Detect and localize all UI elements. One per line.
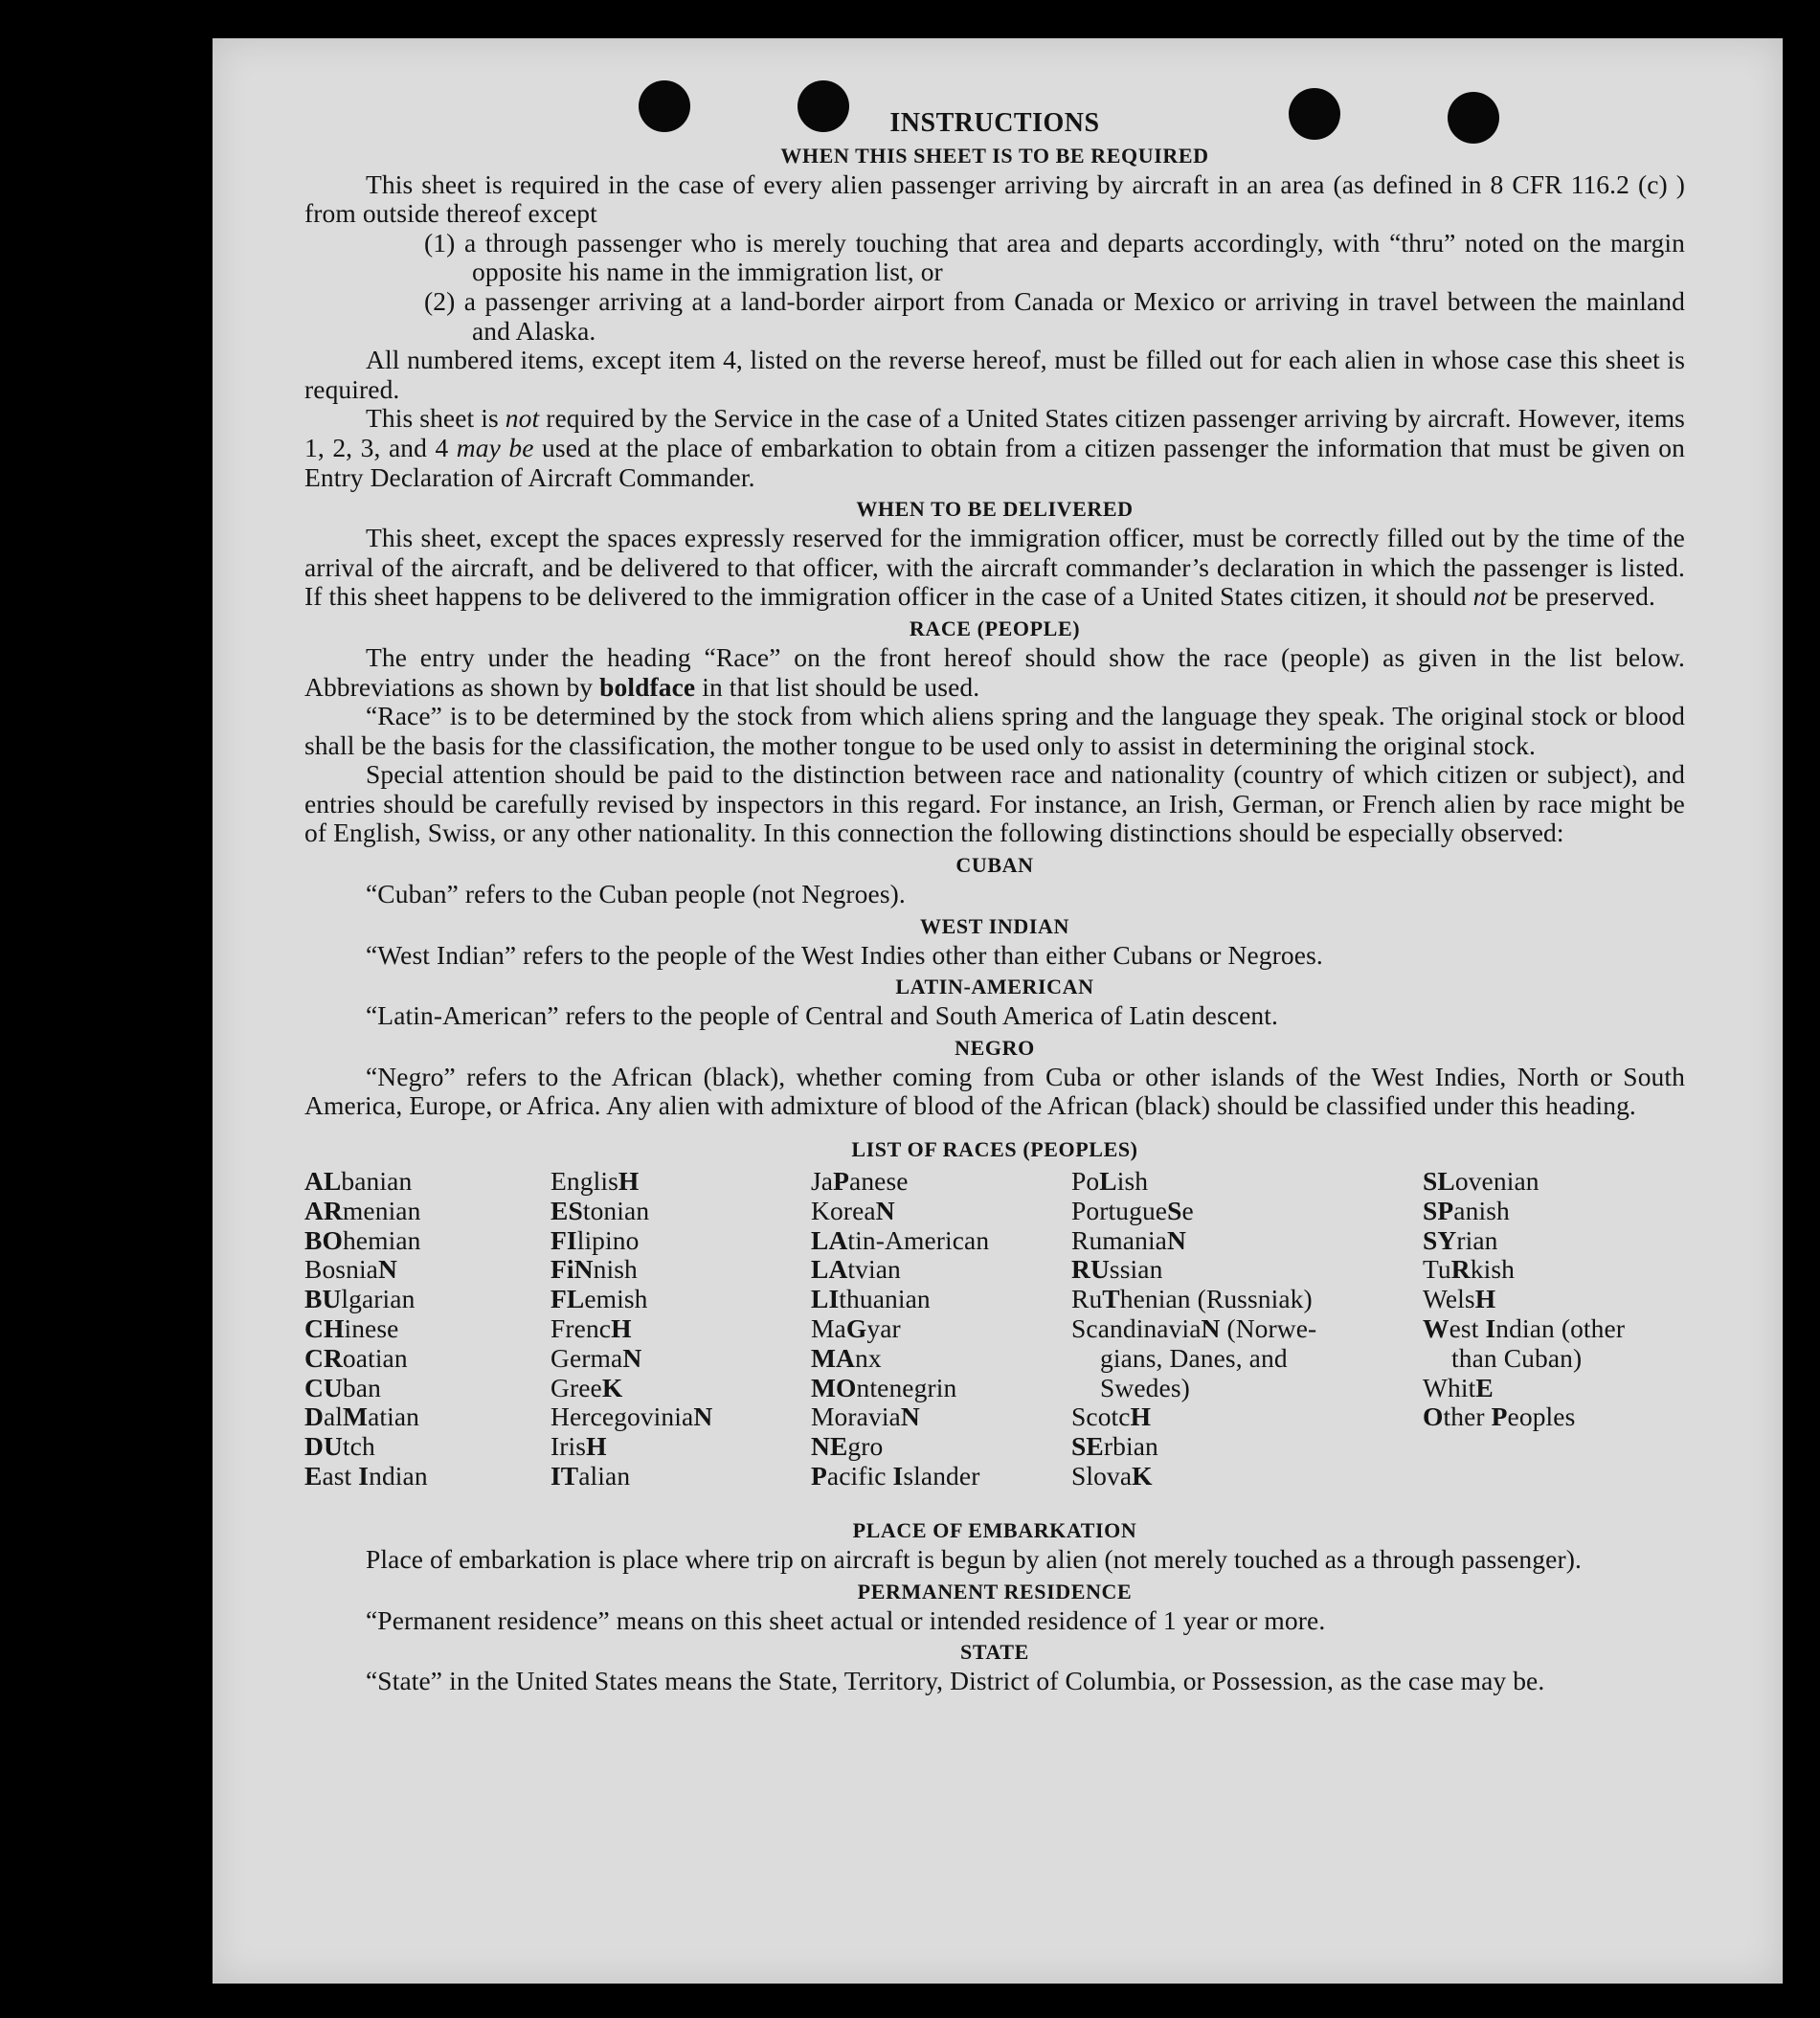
- race-text: lgarian: [341, 1284, 416, 1314]
- race-entry: [1071, 1402, 1316, 1432]
- race-text: atian: [368, 1401, 420, 1432]
- paragraph: [304, 524, 1685, 612]
- race-entry: [1423, 1255, 1625, 1285]
- race-abbrev: IT: [550, 1461, 579, 1491]
- race-entry: [811, 1255, 989, 1285]
- race-entry: [811, 1314, 989, 1344]
- race-text: thuanian: [839, 1284, 931, 1314]
- race-entry: [1071, 1167, 1316, 1197]
- race-abbrev: AR: [304, 1195, 343, 1225]
- race-text: eoples: [1507, 1401, 1576, 1432]
- text-run: This sheet is: [366, 403, 506, 434]
- race-abbrev: P: [1491, 1401, 1508, 1432]
- race-entry: [304, 1374, 428, 1403]
- race-text: Rumania: [1071, 1224, 1167, 1255]
- race-text: slander: [903, 1461, 980, 1491]
- paragraph: “Negro” refers to the African (black), whether coming from Cuba or other islands of the West Indies, North or South America, Europe, or Africa. Any alien with admixture of blood of the African (black) should be classified under this heading.: [304, 1061, 1685, 1121]
- race-text: Englis: [550, 1166, 618, 1197]
- race-abbrev: BO: [304, 1224, 343, 1255]
- section-heading: WEST INDIAN: [920, 913, 1069, 938]
- race-text: Moravia: [811, 1401, 901, 1432]
- race-text: e: [1181, 1195, 1194, 1225]
- paragraph: All numbered items, except item 4, listed on the reverse hereof, must be filled out for each alien in whose case this sheet is required.: [304, 345, 1685, 404]
- race-abbrev: LI: [811, 1284, 840, 1314]
- race-column: [811, 1167, 989, 1491]
- race-text: tch: [342, 1431, 375, 1462]
- race-text: kish: [1470, 1254, 1516, 1285]
- race-text: Slova: [1071, 1461, 1133, 1491]
- race-abbrev: H: [618, 1166, 640, 1197]
- race-text: Scandinavia: [1071, 1313, 1202, 1344]
- race-text: menian: [342, 1195, 421, 1225]
- race-entry: [550, 1344, 712, 1374]
- race-text: Bosnia: [304, 1254, 378, 1285]
- race-entry: [1071, 1285, 1316, 1314]
- paragraph: “Latin-American” refers to the people of Central and South America of Latin descent.: [366, 1000, 1278, 1031]
- race-entry: [1423, 1285, 1625, 1314]
- document-sheet: [213, 38, 1783, 1984]
- paragraph: [304, 643, 1685, 702]
- race-column: [1071, 1167, 1316, 1491]
- race-entry: [550, 1167, 712, 1197]
- race-entry: [1423, 1344, 1625, 1374]
- race-text: banian: [341, 1166, 413, 1197]
- race-abbrev: N: [875, 1195, 895, 1225]
- race-text: Po: [1071, 1166, 1100, 1197]
- race-entry: [304, 1432, 428, 1462]
- race-abbrev: H: [1474, 1284, 1496, 1314]
- paragraph: “Cuban” refers to the Cuban people (not Negroes).: [366, 879, 906, 909]
- race-entry: [1423, 1374, 1625, 1403]
- document-title: INSTRUCTIONS: [889, 108, 1100, 138]
- exception-item: (1) a through passenger who is merely touching that area and departs accordingly, with “thru” noted on the margin opposite his name in the immigration list, or: [424, 227, 1685, 287]
- section-heading: WHEN THIS SHEET IS TO BE REQUIRED: [780, 143, 1209, 168]
- race-entry: [1071, 1432, 1316, 1462]
- race-entry: [1071, 1462, 1316, 1491]
- race-entry: [1423, 1314, 1625, 1344]
- race-entry: [1071, 1255, 1316, 1285]
- race-abbrev: MA: [811, 1342, 856, 1373]
- race-text: Ja: [811, 1166, 834, 1197]
- race-abbrev: I: [892, 1461, 904, 1491]
- race-list: [304, 1167, 1685, 1514]
- race-text: Germa: [550, 1342, 623, 1373]
- race-text: ish: [1116, 1166, 1149, 1197]
- race-abbrev: S: [1167, 1195, 1182, 1225]
- race-abbrev: ES: [550, 1195, 583, 1225]
- race-entry: [550, 1197, 712, 1226]
- race-abbrev: I: [1485, 1313, 1496, 1344]
- race-abbrev: P: [833, 1166, 850, 1197]
- race-text: inese: [344, 1313, 399, 1344]
- race-text: nish: [593, 1254, 638, 1285]
- race-abbrev: T: [1102, 1284, 1120, 1314]
- race-entry: [1071, 1197, 1316, 1226]
- race-text: Iris: [550, 1431, 587, 1462]
- race-text: acific: [826, 1461, 893, 1491]
- section-heading: STATE: [960, 1640, 1029, 1665]
- paragraph: “West Indian” refers to the people of the West Indies other than either Cubans or Negroes.: [366, 939, 1323, 970]
- race-text: ovenian: [1454, 1166, 1539, 1197]
- section-heading: CUBAN: [955, 853, 1034, 878]
- race-text: Gree: [550, 1372, 602, 1402]
- race-abbrev: N: [622, 1342, 642, 1373]
- paragraph: Place of embarkation is place where trip on aircraft is begun by alien (not merely touched as a through passenger).: [366, 1544, 1582, 1575]
- race-entry: [811, 1344, 989, 1374]
- race-entry: [550, 1462, 712, 1491]
- section-heading: LATIN-AMERICAN: [895, 975, 1094, 999]
- race-entry: [304, 1285, 428, 1314]
- instructions-content: [304, 105, 1685, 1696]
- race-abbrev: K: [1132, 1461, 1153, 1491]
- race-entry: [811, 1462, 989, 1491]
- race-entry: [304, 1255, 428, 1285]
- race-abbrev: LA: [811, 1224, 848, 1255]
- race-abbrev: FL: [550, 1284, 585, 1314]
- race-abbrev: H: [611, 1313, 632, 1344]
- race-entry: [1423, 1402, 1625, 1432]
- race-text: rbian: [1103, 1431, 1158, 1462]
- text-run: in that list should be used.: [695, 671, 980, 702]
- paragraph: Special attention should be paid to the distinction between race and nationality (country of which citizen or subject), and entries should be carefully revised by inspectors in this regard. For instance, an Irish, German, or French alien by race might be of English, Swiss, or any other nationality. In this connection the following distinctions should be especially observed:: [304, 759, 1685, 848]
- race-text: than Cuban): [1451, 1342, 1583, 1373]
- race-text: tonian: [582, 1195, 650, 1225]
- race-text: (Norwe-: [1220, 1313, 1317, 1344]
- race-abbrev: BU: [304, 1284, 342, 1314]
- italic-text: not: [1472, 581, 1508, 612]
- race-text: al: [323, 1401, 344, 1432]
- race-text: Ma: [811, 1313, 846, 1344]
- race-entry: [304, 1167, 428, 1197]
- race-abbrev: FiN: [550, 1254, 594, 1285]
- race-entry: [550, 1285, 712, 1314]
- race-abbrev: E: [1475, 1372, 1494, 1402]
- race-abbrev: AL: [304, 1166, 342, 1197]
- race-entry: [550, 1255, 712, 1285]
- race-abbrev: CU: [304, 1372, 343, 1402]
- race-abbrev: R: [1450, 1254, 1471, 1285]
- race-abbrev: L: [1099, 1166, 1117, 1197]
- race-text: lipino: [576, 1224, 640, 1255]
- race-text: tin-American: [847, 1224, 990, 1255]
- race-abbrev: CH: [304, 1313, 345, 1344]
- race-text: Hercegovinia: [550, 1401, 694, 1432]
- race-column: [1423, 1167, 1625, 1432]
- race-abbrev: SY: [1423, 1224, 1457, 1255]
- race-text: Whit: [1423, 1372, 1476, 1402]
- race-text: alian: [578, 1461, 631, 1491]
- race-entry: [550, 1432, 712, 1462]
- race-entry: [811, 1285, 989, 1314]
- race-text: tvian: [847, 1254, 901, 1285]
- race-text: rian: [1456, 1224, 1498, 1255]
- race-entry: [304, 1402, 428, 1432]
- text-run: The entry under the heading “Race” on the front hereof should show the race (people) as given in the list below. Abbreviations as shown by: [304, 641, 1685, 702]
- italic-text: may be: [456, 432, 534, 462]
- exception-item: (2) a passenger arriving at a land-border airport from Canada or Mexico or arriving in travel between the mainland and Alaska.: [424, 285, 1685, 346]
- section-heading: PLACE OF EMBARKATION: [852, 1518, 1137, 1543]
- race-abbrev: LA: [811, 1254, 848, 1285]
- race-text: ntenegrin: [856, 1372, 957, 1402]
- race-text: anese: [849, 1166, 909, 1197]
- race-text: Ru: [1071, 1284, 1103, 1314]
- race-abbrev: RU: [1071, 1254, 1110, 1285]
- race-abbrev: CR: [304, 1342, 343, 1373]
- race-text: Portugue: [1071, 1195, 1168, 1225]
- race-abbrev: N: [1201, 1313, 1221, 1344]
- text-run: be preserved.: [1507, 581, 1655, 612]
- paragraph: This sheet is required in the case of every alien passenger arriving by aircraft in an area (as defined in 8 CFR 116.2 (c) ) from outside thereof except: [304, 168, 1685, 229]
- race-abbrev: H: [1130, 1401, 1152, 1432]
- race-text: gro: [847, 1431, 884, 1462]
- paragraph: “State” in the United States means the State, Territory, District of Columbia, or Possession, as the case may be.: [366, 1666, 1545, 1696]
- italic-text: not: [505, 403, 540, 434]
- race-text: Swedes): [1100, 1372, 1190, 1402]
- text-run: required by the Service in the case of a United States citizen passenger arriving by aircraft. However, items 1, 2, 3, and 4: [304, 403, 1685, 462]
- race-text: Scotc: [1071, 1401, 1131, 1432]
- race-abbrev: DU: [304, 1431, 343, 1462]
- race-abbrev: G: [845, 1313, 867, 1344]
- race-abbrev: SP: [1423, 1195, 1454, 1225]
- race-abbrev: N: [693, 1401, 713, 1432]
- section-heading: RACE (PEOPLE): [909, 616, 1081, 640]
- race-abbrev: P: [811, 1461, 827, 1491]
- race-entry: [811, 1197, 989, 1226]
- race-text: ndian (other: [1495, 1313, 1626, 1344]
- race-entry: [811, 1402, 989, 1432]
- text-run: This sheet, except the spaces expressly reserved for the immigration officer, must be correctly filled out by the time of the arrival of the aircraft, and be delivered to that officer, with the aircraft commander’s declaration in which the passenger is listed. If this sheet happens to be delivered to the immigration officer in the case of a United States citizen, it should: [304, 523, 1685, 612]
- race-text: hemian: [342, 1224, 421, 1255]
- text-run: used at the place of embarkation to obtain from a citizen passenger the information that must be given on Entry Declaration of Aircraft Commander.: [304, 432, 1685, 492]
- race-entry: [1071, 1314, 1316, 1344]
- race-text: ban: [342, 1372, 381, 1402]
- race-abbrev: MO: [811, 1372, 857, 1402]
- race-abbrev: NE: [811, 1431, 848, 1462]
- race-text: Wels: [1423, 1284, 1475, 1314]
- race-text: ssian: [1109, 1254, 1163, 1285]
- race-abbrev: K: [601, 1372, 623, 1402]
- race-column: [550, 1167, 712, 1491]
- section-heading: NEGRO: [955, 1035, 1035, 1060]
- race-text: nx: [855, 1342, 882, 1373]
- race-abbrev: SL: [1423, 1166, 1455, 1197]
- race-entry: [304, 1314, 428, 1344]
- race-entry: [1423, 1226, 1625, 1256]
- paragraph: “Permanent residence” means on this sheet actual or intended residence of 1 year or more.: [366, 1604, 1326, 1635]
- section-heading: LIST OF RACES (PEOPLES): [851, 1137, 1138, 1162]
- race-abbrev: W: [1423, 1313, 1449, 1344]
- race-entry: [304, 1226, 428, 1256]
- race-entry: [811, 1226, 989, 1256]
- race-text: ndian: [369, 1461, 428, 1491]
- race-entry: [1071, 1226, 1316, 1256]
- race-abbrev: SE: [1071, 1431, 1104, 1462]
- race-abbrev: H: [586, 1431, 607, 1462]
- race-text: Frenc: [550, 1313, 612, 1344]
- race-entry: [1423, 1197, 1625, 1226]
- race-entry: [550, 1374, 712, 1403]
- race-text: emish: [584, 1284, 648, 1314]
- race-abbrev: O: [1423, 1401, 1444, 1432]
- race-text: ther: [1443, 1401, 1492, 1432]
- race-abbrev: I: [358, 1461, 370, 1491]
- race-text: anish: [1453, 1195, 1510, 1225]
- race-text: est: [1449, 1313, 1486, 1344]
- race-entry: [811, 1432, 989, 1462]
- race-entry: [811, 1374, 989, 1403]
- race-abbrev: N: [900, 1401, 920, 1432]
- race-column: [304, 1167, 428, 1491]
- race-entry: [550, 1226, 712, 1256]
- race-abbrev: N: [378, 1254, 397, 1285]
- race-text: oatian: [342, 1342, 408, 1373]
- race-abbrev: M: [343, 1401, 369, 1432]
- race-text: yar: [866, 1313, 901, 1344]
- paragraph: [304, 404, 1685, 492]
- race-abbrev: N: [1167, 1224, 1186, 1255]
- race-entry: [550, 1402, 712, 1432]
- race-abbrev: FI: [550, 1224, 577, 1255]
- race-text: ast: [322, 1461, 359, 1491]
- race-abbrev: D: [304, 1401, 324, 1432]
- race-entry: [1071, 1344, 1316, 1374]
- race-entry: [304, 1462, 428, 1491]
- race-entry: [1071, 1374, 1316, 1403]
- race-entry: [550, 1314, 712, 1344]
- race-text: Tu: [1423, 1254, 1451, 1285]
- race-entry: [811, 1167, 989, 1197]
- race-abbrev: E: [304, 1461, 323, 1491]
- race-text: Korea: [811, 1195, 876, 1225]
- race-entry: [304, 1344, 428, 1374]
- section-heading: WHEN TO BE DELIVERED: [856, 497, 1134, 522]
- race-entry: [304, 1197, 428, 1226]
- race-text: henian (Russniak): [1119, 1284, 1313, 1314]
- section-heading: PERMANENT RESIDENCE: [857, 1579, 1133, 1603]
- race-entry: [1423, 1167, 1625, 1197]
- race-text: gians, Danes, and: [1100, 1342, 1288, 1373]
- paragraph: “Race” is to be determined by the stock from which aliens spring and the language they speak. The original stock or blood shall be the basis for the classification, the mother tongue to be used only to assist in determining the original stock.: [304, 701, 1685, 760]
- bold-text: boldface: [599, 671, 696, 702]
